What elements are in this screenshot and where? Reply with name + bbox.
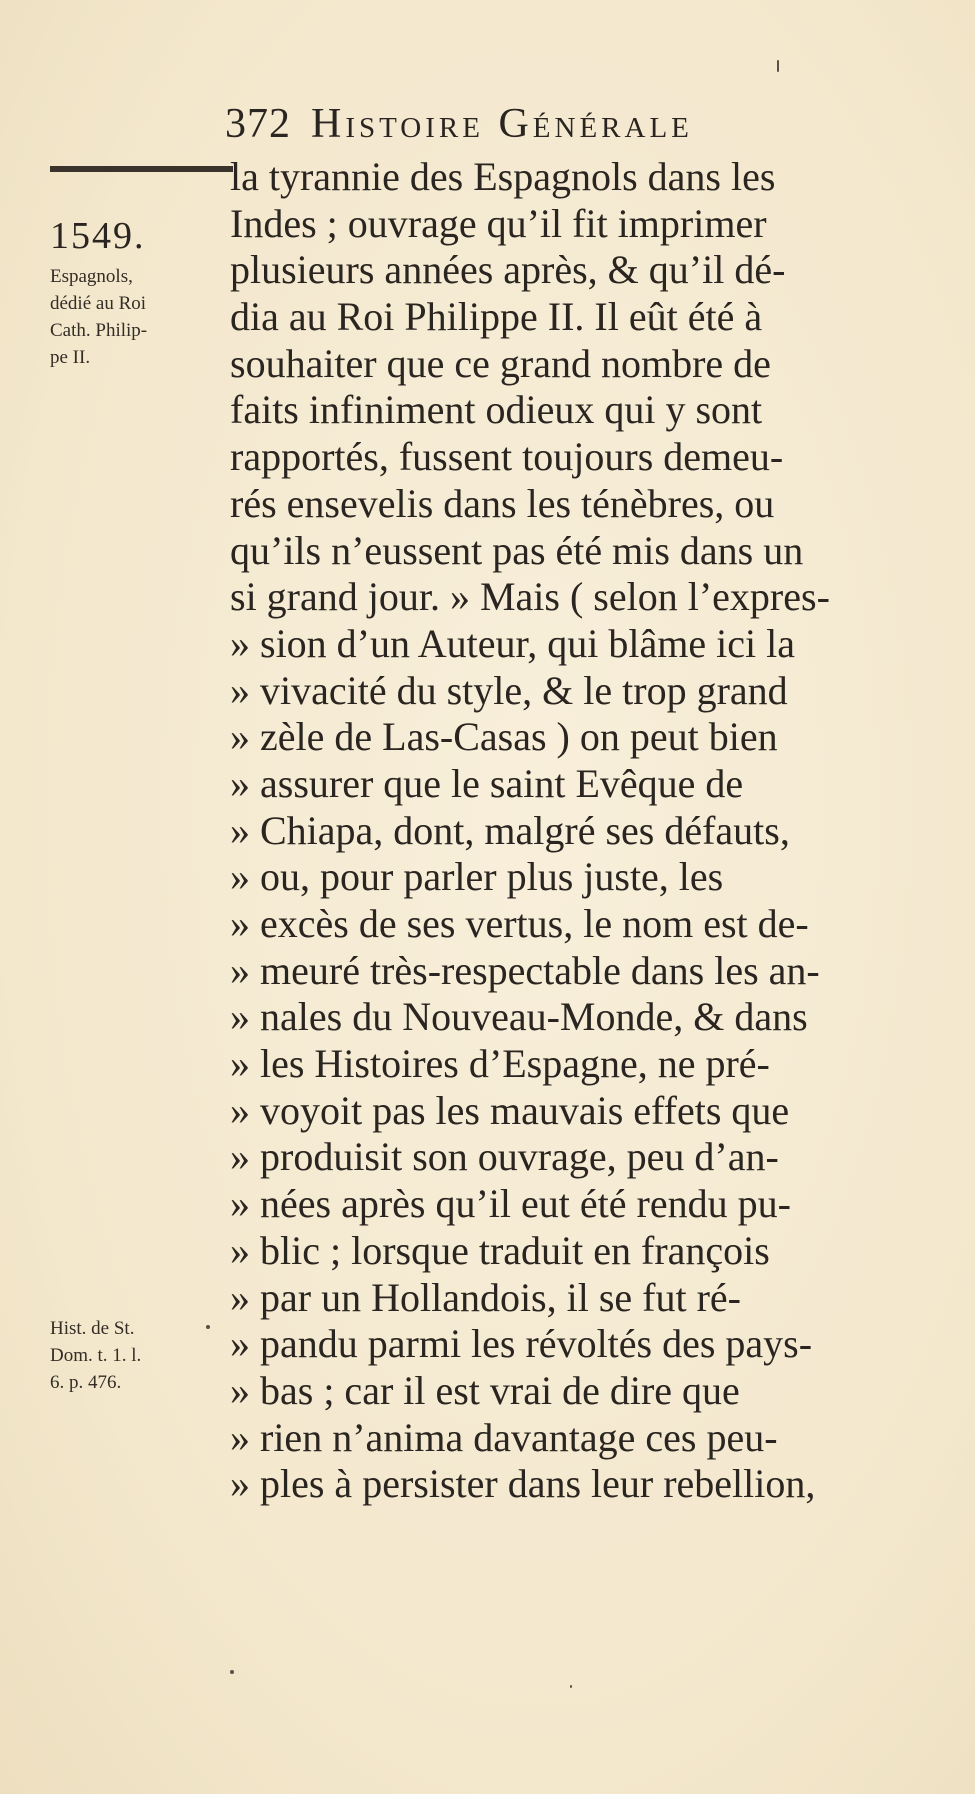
text-line: » meuré très-respectable dans les an- [230, 947, 820, 993]
text-line: » assurer que le saint Evêque de [230, 760, 744, 806]
margin-note-line: pe II. [50, 347, 91, 368]
text-line: qu’ils n’eussent pas été mis dans un [230, 527, 804, 573]
text-line: » sion d’un Auteur, qui blâme ici la [230, 620, 795, 666]
paper-speck [230, 1670, 234, 1674]
running-title: Histoire Générale [311, 101, 693, 147]
text-line: » Chiapa, dont, malgré ses défauts, [230, 807, 790, 853]
text-line: » zèle de Las-Casas ) on peut bien [230, 714, 778, 760]
text-line: » les Histoires d’Espagne, ne pré- [230, 1041, 770, 1087]
margin-note-reference [50, 1315, 141, 1396]
margin-year: 1549. [50, 215, 146, 257]
margin-note-line: dédié au Roi [50, 293, 147, 314]
text-line: » nées après qu’il eut été rendu pu- [230, 1181, 791, 1227]
body-text [230, 154, 920, 1508]
ornamental-rule [50, 166, 233, 172]
running-header [225, 100, 693, 148]
margin-note-dedication [50, 263, 147, 371]
paper-speck [206, 1325, 210, 1329]
text-line: » bas ; car il est vrai de dire que [230, 1367, 740, 1413]
text-line: rapportés, fussent toujours demeu- [230, 434, 784, 480]
paper-speck [777, 60, 779, 72]
text-line: » par un Hollandois, il se fut ré- [230, 1274, 741, 1320]
text-line: Indes ; ouvrage qu’il fit imprimer [230, 200, 767, 246]
text-line: » vivacité du style, & le trop grand [230, 667, 788, 713]
text-line: » excès de ses vertus, le nom est de- [230, 901, 809, 946]
margin-note-line: Dom. t. 1. l. [50, 1345, 142, 1366]
margin-note-line: 6. p. 476. [50, 1372, 122, 1393]
page-number: 372 [225, 101, 291, 147]
text-line: faits infiniment odieux qui y sont [230, 387, 763, 433]
text-line: souhaiter que ce grand nombre de [230, 340, 771, 386]
text-line: » voyoit pas les mauvais effets que [230, 1087, 790, 1133]
margin-note-line: Cath. Philip- [50, 320, 148, 341]
text-line: rés ensevelis dans les ténèbres, ou [230, 480, 775, 526]
text-line: dia au Roi Philippe II. Il eût été à [230, 294, 763, 340]
text-line: si grand jour. » Mais ( selon l’expres- [230, 574, 830, 620]
text-line: plusieurs années après, & qu’il dé- [230, 247, 786, 293]
text-line: la tyrannie des Espagnols dans les [230, 154, 776, 199]
paper-speck [570, 1685, 572, 1688]
margin-note-line: Hist. de St. [50, 1318, 135, 1339]
margin-note-line: Espagnols, [50, 266, 133, 287]
text-line: » produisit son ouvrage, peu d’an- [230, 1134, 779, 1180]
text-line: » rien n’anima davantage ces peu- [230, 1414, 778, 1460]
text-line: » blic ; lorsque traduit en françois [230, 1227, 770, 1273]
text-line: » pandu parmi les révoltés des pays- [230, 1321, 813, 1367]
text-line: » ou, pour parler plus juste, les [230, 854, 724, 900]
text-line: » ples à persister dans leur rebellion, [230, 1461, 816, 1507]
text-line: » nales du Nouveau-Monde, & dans [230, 994, 808, 1040]
